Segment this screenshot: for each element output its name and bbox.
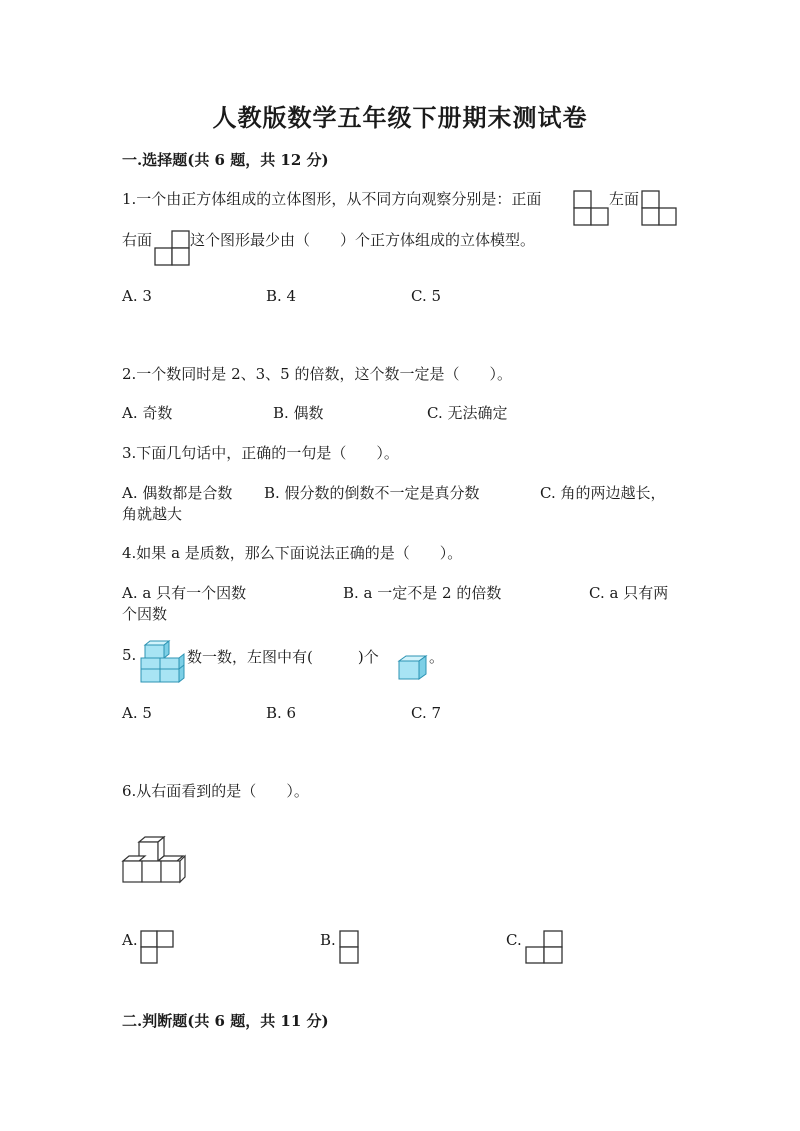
q3-option-c: C. 角的两边越长， [540,484,666,502]
question-1-text-cont: 这个图形最少由（ ）个正方体组成的立体模型。 [190,231,536,249]
q4-option-c-continued: 个因数 [122,605,168,623]
question-5-tail: 。 [429,648,445,666]
q5-option-b: B. 6 [266,704,297,722]
single-cube-figure [398,655,428,681]
q2-option-a: A. 奇数 [122,404,173,422]
page-title: 人教版数学五年级下册期末测试卷 [212,103,588,132]
q3-option-a: A. 偶数都是合数 [122,484,233,502]
q5-option-c: C. 7 [411,704,442,722]
q3-option-c-continued: 角就越大 [122,505,183,523]
q1-option-c: C. 5 [411,287,442,305]
q6-option-a-figure [140,930,174,964]
question-4-text: 4.如果 a 是质数，那么下面说法正确的是（ ）。 [122,544,463,562]
q5-option-a: A. 5 [122,704,152,722]
q6-option-a: A. [122,931,138,949]
left-view-figure [641,190,677,226]
question-6-text: 6.从右面看到的是（ ）。 [122,782,309,800]
q6-option-b: B. [320,931,336,949]
block-structure-figure [122,836,186,884]
question-1-text: 1.一个由正方体组成的立体图形，从不同方向观察分别是：正面 [122,190,542,208]
q6-option-c-figure [525,930,563,964]
q3-option-b: B. 假分数的倒数不一定是真分数 [264,484,480,502]
q2-option-b: B. 偶数 [273,404,324,422]
question-5-text: 数一数，左图中有( )个 [187,648,379,666]
q4-option-a: A. a 只有一个因数 [122,584,247,602]
right-view-figure [154,230,190,266]
question-2-text: 2.一个数同时是 2、3、5 的倍数，这个数一定是（ ）。 [122,365,512,383]
left-view-label: 左面 [609,190,640,208]
right-view-label: 右面 [122,231,153,249]
section-heading-choice: 一.选择题(共 6 题，共 12 分) [122,151,329,169]
q6-option-c: C. [506,931,522,949]
q4-option-b: B. a 一定不是 2 的倍数 [343,584,502,602]
cube-stack-figure [137,641,187,683]
section-heading-judgment: 二.判断题(共 6 题，共 11 分) [122,1012,329,1030]
front-view-figure [573,190,609,226]
q2-option-c: C. 无法确定 [427,404,508,422]
q6-option-b-figure [339,930,359,964]
question-5-number: 5. [122,646,137,664]
q1-option-a: A. 3 [122,287,152,305]
q1-option-b: B. 4 [266,287,297,305]
question-3-text: 3.下面几句话中，正确的一句是（ ）。 [122,444,399,462]
q4-option-c: C. a 只有两 [589,584,669,602]
